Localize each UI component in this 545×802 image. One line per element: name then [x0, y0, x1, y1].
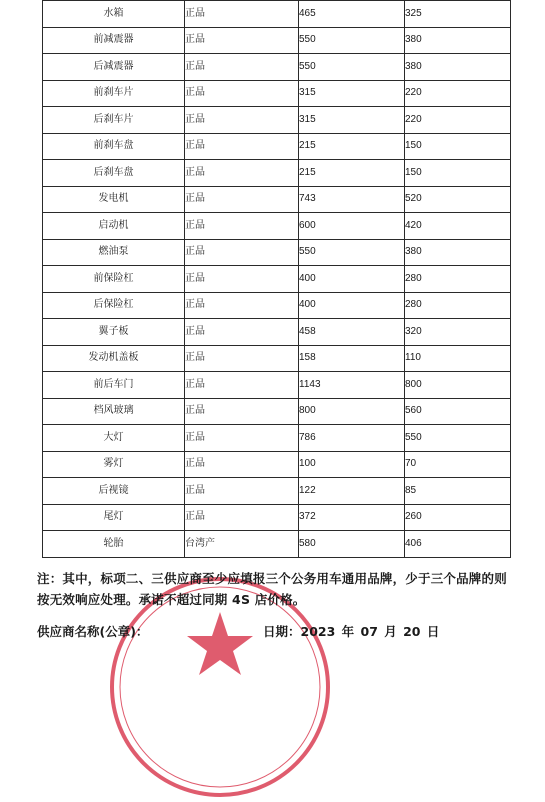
brand-cell: 正品 — [185, 425, 299, 452]
part-name-cell: 雾灯 — [43, 451, 185, 478]
brand-cell: 正品 — [185, 478, 299, 505]
table-row — [43, 425, 511, 452]
table-row — [43, 266, 511, 293]
part-name-cell: 发电机 — [43, 186, 185, 213]
table-row — [43, 160, 511, 187]
discount-price-cell: 150 — [405, 160, 511, 187]
brand-cell: 正品 — [185, 239, 299, 266]
signing-date: 日期：2023 年 07 月 20 日 — [263, 624, 440, 639]
price-cell: 550 — [299, 54, 405, 81]
price-cell: 1143 — [299, 372, 405, 399]
discount-price-cell: 220 — [405, 107, 511, 134]
part-name-cell: 前刹车片 — [43, 80, 185, 107]
discount-price-cell: 420 — [405, 213, 511, 240]
part-name-cell: 水箱 — [43, 1, 185, 28]
seal-star-icon — [187, 612, 253, 675]
table-row — [43, 239, 511, 266]
parts-price-table — [42, 0, 511, 558]
brand-cell: 正品 — [185, 80, 299, 107]
price-cell: 550 — [299, 239, 405, 266]
price-cell: 215 — [299, 160, 405, 187]
discount-price-cell: 220 — [405, 80, 511, 107]
table-row — [43, 504, 511, 531]
part-name-cell: 后刹车盘 — [43, 160, 185, 187]
price-cell: 400 — [299, 292, 405, 319]
brand-cell: 台湾产 — [185, 531, 299, 558]
discount-price-cell: 380 — [405, 27, 511, 54]
brand-cell: 正品 — [185, 133, 299, 160]
discount-price-cell: 550 — [405, 425, 511, 452]
table-row — [43, 54, 511, 81]
table-row — [43, 345, 511, 372]
table-row — [43, 213, 511, 240]
price-cell: 122 — [299, 478, 405, 505]
price-cell: 315 — [299, 80, 405, 107]
supplier-label: 供应商名称(公章)： — [37, 624, 149, 639]
brand-cell: 正品 — [185, 186, 299, 213]
table-row — [43, 1, 511, 28]
brand-cell: 正品 — [185, 319, 299, 346]
part-name-cell: 前后车门 — [43, 372, 185, 399]
part-name-cell: 大灯 — [43, 425, 185, 452]
part-name-cell: 档风玻璃 — [43, 398, 185, 425]
brand-cell: 正品 — [185, 27, 299, 54]
price-cell: 372 — [299, 504, 405, 531]
table-row — [43, 133, 511, 160]
discount-price-cell: 380 — [405, 54, 511, 81]
discount-price-cell: 280 — [405, 266, 511, 293]
table-row — [43, 186, 511, 213]
discount-price-cell: 260 — [405, 504, 511, 531]
price-cell: 743 — [299, 186, 405, 213]
price-cell: 315 — [299, 107, 405, 134]
price-cell: 550 — [299, 27, 405, 54]
table-row — [43, 27, 511, 54]
price-cell: 158 — [299, 345, 405, 372]
table-row — [43, 478, 511, 505]
part-name-cell: 后减震器 — [43, 54, 185, 81]
part-name-cell: 前保险杠 — [43, 266, 185, 293]
part-name-cell: 前减震器 — [43, 27, 185, 54]
table-row — [43, 292, 511, 319]
table-row — [43, 451, 511, 478]
part-name-cell: 发动机盖板 — [43, 345, 185, 372]
table-row — [43, 319, 511, 346]
price-cell: 458 — [299, 319, 405, 346]
brand-cell: 正品 — [185, 398, 299, 425]
part-name-cell: 启动机 — [43, 213, 185, 240]
brand-cell: 正品 — [185, 266, 299, 293]
part-name-cell: 轮胎 — [43, 531, 185, 558]
discount-price-cell: 150 — [405, 133, 511, 160]
price-cell: 400 — [299, 266, 405, 293]
brand-cell: 正品 — [185, 1, 299, 28]
part-name-cell: 翼子板 — [43, 319, 185, 346]
brand-cell: 正品 — [185, 213, 299, 240]
discount-price-cell: 280 — [405, 292, 511, 319]
price-cell: 800 — [299, 398, 405, 425]
part-name-cell: 前刹车盘 — [43, 133, 185, 160]
brand-cell: 正品 — [185, 345, 299, 372]
part-name-cell: 后视镜 — [43, 478, 185, 505]
part-name-cell: 燃油泵 — [43, 239, 185, 266]
brand-cell: 正品 — [185, 451, 299, 478]
discount-price-cell: 325 — [405, 1, 511, 28]
discount-price-cell: 110 — [405, 345, 511, 372]
price-cell: 600 — [299, 213, 405, 240]
brand-cell: 正品 — [185, 160, 299, 187]
part-name-cell: 后刹车片 — [43, 107, 185, 134]
table-row — [43, 372, 511, 399]
brand-cell: 正品 — [185, 107, 299, 134]
discount-price-cell: 560 — [405, 398, 511, 425]
price-cell: 100 — [299, 451, 405, 478]
price-cell: 465 — [299, 1, 405, 28]
discount-price-cell: 800 — [405, 372, 511, 399]
discount-price-cell: 85 — [405, 478, 511, 505]
table-row — [43, 531, 511, 558]
discount-price-cell: 70 — [405, 451, 511, 478]
price-cell: 215 — [299, 133, 405, 160]
brand-cell: 正品 — [185, 372, 299, 399]
price-cell: 786 — [299, 425, 405, 452]
discount-price-cell: 406 — [405, 531, 511, 558]
part-name-cell: 后保险杠 — [43, 292, 185, 319]
discount-price-cell: 380 — [405, 239, 511, 266]
brand-cell: 正品 — [185, 292, 299, 319]
table-row — [43, 398, 511, 425]
part-name-cell: 尾灯 — [43, 504, 185, 531]
brand-cell: 正品 — [185, 504, 299, 531]
price-cell: 580 — [299, 531, 405, 558]
discount-price-cell: 520 — [405, 186, 511, 213]
brand-cell: 正品 — [185, 54, 299, 81]
table-row — [43, 107, 511, 134]
table-row — [43, 80, 511, 107]
footer-note: 注：其中，标项二、三供应商至少应填报三个公务用车通用品牌，少于三个品牌的则按无效响应处理。承诺不超过同期 4S 店价格。 — [37, 571, 507, 607]
discount-price-cell: 320 — [405, 319, 511, 346]
table-body — [43, 1, 511, 558]
